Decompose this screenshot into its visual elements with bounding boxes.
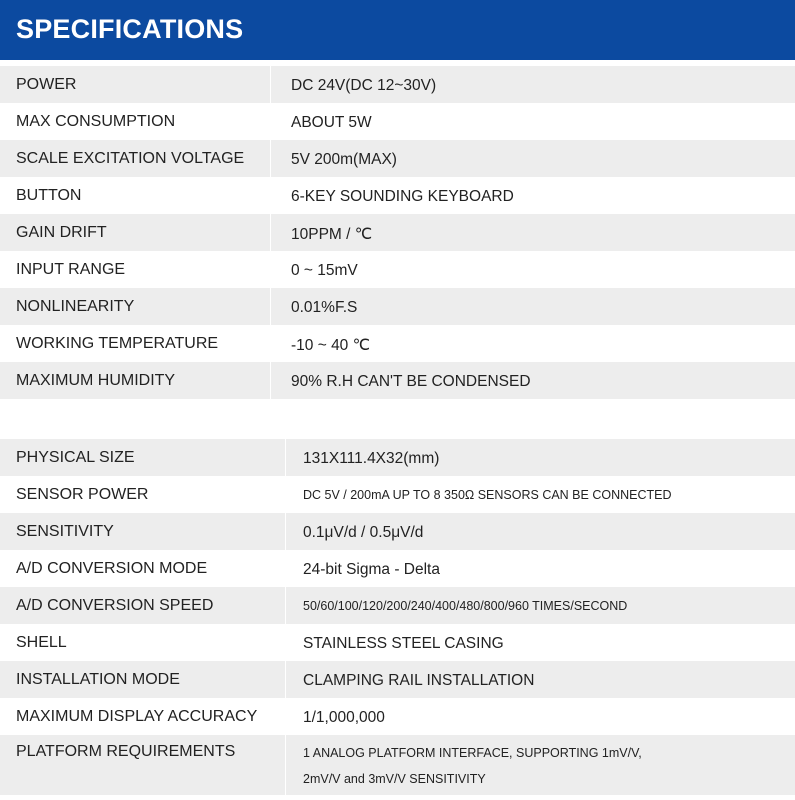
table-row <box>0 661 795 698</box>
spec-label: SENSITIVITY <box>16 523 114 540</box>
spec-value: ABOUT 5W <box>291 114 372 131</box>
specifications-header <box>0 0 795 60</box>
spec-table-physical <box>0 439 795 795</box>
table-row <box>0 214 795 251</box>
spec-value: 0.01%F.S <box>291 299 358 316</box>
table-row <box>0 550 795 587</box>
spec-value: 6-KEY SOUNDING KEYBOARD <box>291 188 514 205</box>
table-row <box>0 698 795 735</box>
table-row <box>0 140 795 177</box>
table-row <box>0 103 795 140</box>
spec-value: 131X111.4X32(mm) <box>303 450 440 467</box>
spec-value: 0.1μV/d / 0.5μV/d <box>303 524 424 541</box>
table-row <box>0 288 795 325</box>
spec-value: STAINLESS STEEL CASING <box>303 635 504 652</box>
spec-value: DC 24V(DC 12~30V) <box>291 77 437 94</box>
spec-label: SCALE EXCITATION VOLTAGE <box>16 150 245 167</box>
spec-value: 90% R.H CAN'T BE CONDENSED <box>291 373 531 390</box>
spec-label: MAXIMUM DISPLAY ACCURACY <box>16 708 258 725</box>
spec-value: CLAMPING RAIL INSTALLATION <box>303 672 535 689</box>
table-row <box>0 439 795 476</box>
spec-label: MAX CONSUMPTION <box>16 113 176 130</box>
table-row <box>0 177 795 214</box>
spec-label: A/D CONVERSION SPEED <box>16 597 214 614</box>
page-title: SPECIFICATIONS <box>16 14 244 44</box>
spec-label: PHYSICAL SIZE <box>16 449 135 466</box>
spec-label: INSTALLATION MODE <box>16 671 180 688</box>
spec-label: GAIN DRIFT <box>16 224 107 241</box>
table-row <box>0 362 795 399</box>
spec-value-line2: 2mV/V and 3mV/V SENSITIVITY <box>303 772 486 786</box>
spec-label: NONLINEARITY <box>16 298 135 315</box>
spec-table-electrical <box>0 66 795 399</box>
spec-label: WORKING TEMPERATURE <box>16 335 219 352</box>
spec-label: MAXIMUM HUMIDITY <box>16 372 176 389</box>
table-row <box>0 624 795 661</box>
table-row <box>0 66 795 103</box>
table-row <box>0 251 795 288</box>
spec-value: 1/1,000,000 <box>303 709 385 726</box>
spec-value: 1 ANALOG PLATFORM INTERFACE, SUPPORTING 1mV/V, <box>303 746 642 760</box>
table-row <box>0 476 795 513</box>
spec-label: POWER <box>16 76 77 93</box>
spec-value: 24-bit Sigma - Delta <box>303 561 440 578</box>
spec-value: 0 ~ 15mV <box>291 262 358 279</box>
spec-label: BUTTON <box>16 187 82 204</box>
table-row <box>0 735 795 795</box>
spec-value: -10 ~ 40 ℃ <box>291 337 371 354</box>
table-row <box>0 325 795 362</box>
table-row <box>0 513 795 550</box>
spec-value: DC 5V / 200mA UP TO 8 350Ω SENSORS CAN BE CONNECTED <box>303 488 672 502</box>
spec-value: 50/60/100/120/200/240/400/480/800/960 TIMES/SECOND <box>303 599 628 613</box>
spec-value: 10PPM / ℃ <box>291 226 373 243</box>
spec-label: SHELL <box>16 634 67 651</box>
spec-label: INPUT RANGE <box>16 261 126 278</box>
spec-label: PLATFORM REQUIREMENTS <box>16 743 236 760</box>
table-row <box>0 587 795 624</box>
spec-label: SENSOR POWER <box>16 486 149 503</box>
spec-value: 5V 200m(MAX) <box>291 151 397 168</box>
spec-label: A/D CONVERSION MODE <box>16 560 208 577</box>
